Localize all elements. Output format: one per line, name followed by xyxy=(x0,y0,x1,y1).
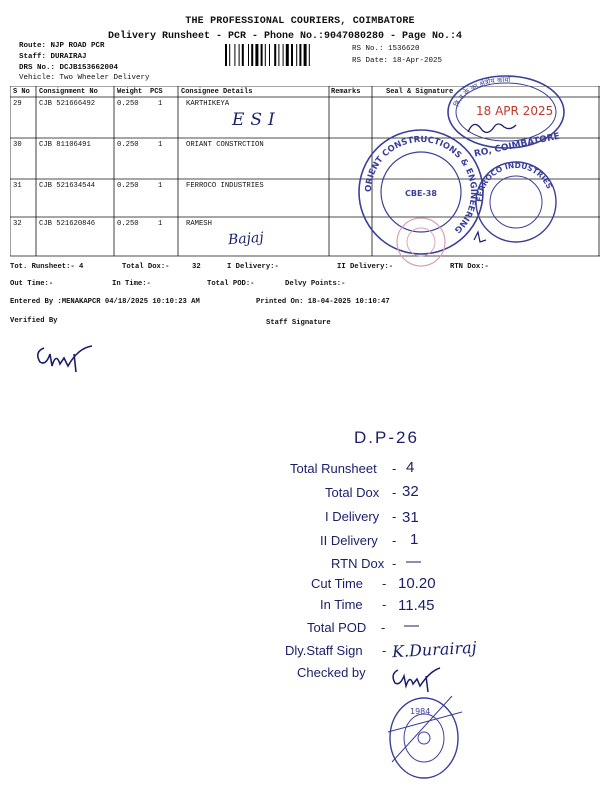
city-stamp-text: RO, COIMBATORE xyxy=(473,131,561,160)
entered-by: Entered By :MENAKAPCR 04/18/2025 10:10:23 AM xyxy=(10,298,200,306)
summary-label: Cut Time xyxy=(311,576,364,591)
tot-runsheet: Tot. Runsheet:- 4 xyxy=(10,263,84,271)
barcode-image xyxy=(225,44,341,66)
row-consignment: CJB 521666492 xyxy=(39,100,96,108)
out-time-label: Out Time:- xyxy=(10,280,54,288)
staff-signature-label: Staff Signature xyxy=(266,319,331,327)
drs-number: DRS No.: DCJB153662004 xyxy=(19,64,119,72)
row-pcs: 1 xyxy=(158,100,163,108)
total-pod-label: Total POD:- xyxy=(207,280,255,288)
rs-number: RS No.: 1536620 xyxy=(352,45,420,53)
delvy-points-label: Delvy Points:- xyxy=(285,280,346,288)
verified-signature xyxy=(30,336,110,376)
summary-label: I Delivery xyxy=(325,509,380,524)
summary-value: 4 xyxy=(406,459,415,476)
verified-by-label: Verified By xyxy=(10,317,58,325)
summary-label: Total Runsheet xyxy=(290,461,377,476)
col-header-remarks: Remarks xyxy=(331,88,361,96)
summary-value: — xyxy=(406,553,421,570)
summary-label: Checked by xyxy=(297,665,366,680)
hindi-stamp-text: बि.उ.के का क्षेत्रीय कार्या xyxy=(452,75,511,108)
col-header-seal: Seal & Signature xyxy=(386,88,454,96)
row-pcs: 1 xyxy=(158,141,163,149)
date-stamp-text: 18 APR 2025 xyxy=(476,104,554,118)
row-consignee: FERROCO INDUSTRIES xyxy=(186,182,264,190)
svg-text:FERROCO INDUSTRIES xyxy=(475,161,554,202)
company-title: THE PROFESSIONAL COURIERS, COIMBATORE xyxy=(185,16,415,27)
row-consignee: KARTHIKEYA xyxy=(186,100,230,108)
stamp-ring-text: ORIENT CONSTRUCTIONS & ENGINEERING xyxy=(363,134,479,235)
svg-text:ORIENT CONSTRUCTIONS & ENGINEE xyxy=(364,135,478,235)
runsheet-title: Delivery Runsheet - PCR - Phone No.:9047080280 - Page No.:4 xyxy=(108,31,463,42)
summary-value: 1 xyxy=(410,531,419,548)
summary-value: 10.20 xyxy=(398,575,436,592)
printed-on: Printed On: 18-04-2025 10:10:47 xyxy=(256,298,390,306)
summary-label: In Time xyxy=(320,597,363,612)
summary-value: 31 xyxy=(402,509,419,526)
in-time-label: In Time:- xyxy=(112,280,151,288)
i-delivery-label: I Delivery:- xyxy=(227,263,279,271)
row-weight: 0.250 xyxy=(117,100,139,108)
rs-date: RS Date: 18-Apr-2025 xyxy=(352,57,443,65)
col-header-weight: Weight xyxy=(117,88,143,96)
row-consignment: CJB 521620846 xyxy=(39,220,96,228)
row-pcs: 1 xyxy=(158,220,163,228)
row-consignment: CJB 81106491 xyxy=(39,141,91,149)
staff-sign-value: K.Durairaj xyxy=(391,637,478,662)
row-weight: 0.250 xyxy=(117,182,139,190)
summary-label: Dly.Staff Sign xyxy=(285,643,363,658)
ferroco-stamp-text: FERROCO INDUSTRIES xyxy=(474,160,554,203)
route-text: Route: NJP ROAD PCR xyxy=(19,42,105,50)
stamp-center-text: CBE-38 xyxy=(405,189,437,198)
row-sno: 32 xyxy=(13,220,22,228)
col-header-sno: S No xyxy=(13,88,30,96)
summary-value: 11.45 xyxy=(398,597,435,614)
total-dox-label: Total Dox:- xyxy=(122,263,170,271)
total-dox-value: 32 xyxy=(192,263,201,271)
col-header-pcs: PCS xyxy=(150,88,163,96)
summary-value: — xyxy=(404,617,419,634)
checked-by-signature xyxy=(386,660,456,696)
rtn-dox-label: RTN Dox:- xyxy=(450,263,489,271)
col-header-consignment: Consignment No xyxy=(39,88,98,96)
dp-note: D.P-26 xyxy=(354,428,419,447)
col-header-consignee: Consignee Details xyxy=(181,88,253,96)
handwritten-esi: ESI xyxy=(232,110,281,130)
row-consignment: CJB 521634544 xyxy=(39,182,96,190)
ii-delivery-label: II Delivery:- xyxy=(337,263,394,271)
vehicle-text: Vehicle: Two Wheeler Delivery xyxy=(19,74,150,82)
handwritten-bajaj: Bajaj xyxy=(227,229,265,249)
row-sno: 29 xyxy=(13,100,22,108)
bottom-stamp-text: 1984 xyxy=(410,707,431,716)
row-pcs: 1 xyxy=(158,182,163,190)
row-sno: 30 xyxy=(13,141,22,149)
row-consignee: ORIANT CONSTRCTION xyxy=(186,141,264,149)
summary-label: RTN Dox xyxy=(331,556,385,571)
row-sno: 31 xyxy=(13,182,22,190)
summary-label: Total POD xyxy=(307,620,367,635)
staff-text: Staff: DURAIRAJ xyxy=(19,53,87,61)
svg-text:बि.उ.के का क्षेत्रीय कार्या xyxy=(452,75,511,108)
row-consignee: RAMESH xyxy=(186,220,212,228)
summary-label: II Delivery xyxy=(320,533,378,548)
bottom-round-stamp xyxy=(382,692,468,788)
row-weight: 0.250 xyxy=(117,220,139,228)
summary-label: Total Dox xyxy=(325,485,380,500)
summary-value: 32 xyxy=(402,483,419,500)
row-weight: 0.250 xyxy=(117,141,139,149)
